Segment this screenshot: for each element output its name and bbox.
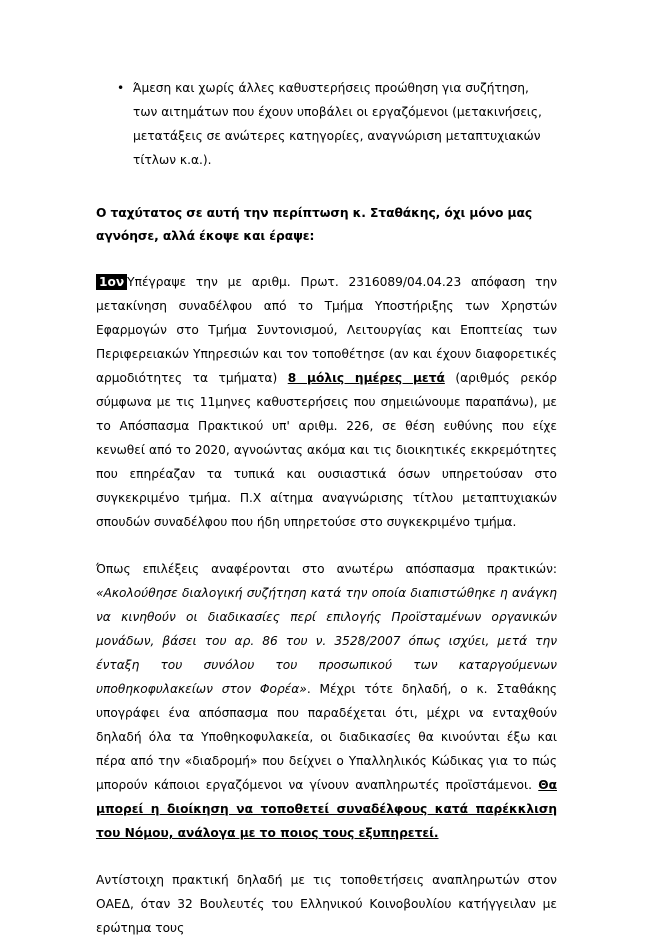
spacer <box>96 248 557 270</box>
paragraph-one-emphasis: 8 μόλις ημέρες μετά <box>287 371 445 385</box>
paragraph-one <box>96 270 557 534</box>
bullet-point-icon: • <box>117 81 125 95</box>
paragraph-three: Αντίστοιχη πρακτική δηλαδή με τις τοποθετήσεις αναπληρωτών στον ΟΑΕΔ, όταν 32 Βουλευτές του Ελληνικού Κοινοβουλίου κατήγγειλαν με ερώτημα τους <box>96 873 557 935</box>
spacer <box>96 845 557 868</box>
list-item <box>96 76 557 172</box>
paragraph-two-emphasis: Θα μπορεί η διοίκηση να τοποθετεί συναδέλφους κατά παρέκκλιση του Νόμου, ανάλογα με το ποιος τους εξυπηρετεί. <box>96 778 557 840</box>
ordinal-marker-badge: 1ον <box>96 274 127 290</box>
paragraph-two-run-2: . Μέχρι τότε δηλαδή, ο κ. Σταθάκης υπογράφει ένα απόσπασμα που παραδέχεται ότι, μέχρι να ενταχθούν δηλαδή όλα τα Υποθηκοφυλακεία, οι διαδικασίες θα κινούνται έξω και πέρα από την «διαδρομή» που δείχνει ο Υπαλληλικός Κώδικας για το πώς μπορούν κάποιοι εργαζόμενοι να γίνουν αναπληρωτές προϊστάμενοι. <box>96 682 557 792</box>
spacer <box>96 172 557 202</box>
paragraph-two-quotation: «Ακολούθησε διαλογική συζήτηση κατά την οποία διαπιστώθηκε η ανάγκη να κινηθούν οι διαδικασίες περί επιλογής Προϊσταμένων οργανικών μονάδων, βάσει του αρ. 86 του ν. 3528/2007 όπως ισχύει, μετά την ένταξη του συνόλου του προσωπικού των καταργούμενων υποθηκοφυλακείων στον Φορέα» <box>96 586 557 696</box>
document-body <box>96 76 557 940</box>
spacer <box>96 534 557 557</box>
paragraph-two <box>96 557 557 845</box>
paragraph-one-run-1: Υπέγραψε την με αριθμ. Πρωτ. 2316089/04.04.23 απόφαση την μετακίνηση συναδέλφου από το Τμήμα Υποστήριξης των Χρηστών Εφαρμογών στο Τμήμα Συντονισμού, Λειτουργίας και Εποπτείας των Περιφερειακών Υπηρεσιών και τον τοποθέτησε (αν και έχουν διαφορετικές αρμοδιότητες τα τμήματα) <box>96 275 557 385</box>
section-heading: Ο ταχύτατος σε αυτή την περίπτωση κ. Σταθάκης, όχι μόνο μας αγνόησε, αλλά έκοψε και έραψε: <box>96 206 533 243</box>
bullet-list <box>96 76 557 172</box>
paragraph-two-run-1: Όπως επιλέξεις αναφέρονται στο ανωτέρω απόσπασμα πρακτικών: <box>96 562 557 576</box>
list-item-text: Άμεση και χωρίς άλλες καθυστερήσεις προώθηση για συζήτηση, των αιτημάτων που έχουν υποβάλει οι εργαζόμενοι (μετακινήσεις, μετατάξεις σε ανώτερες κατηγορίες, αναγνώριση μεταπτυχιακών τίτλων κ.α.). <box>133 81 542 167</box>
paragraph-one-run-2: (αριθμός ρεκόρ σύμφωνα με τις 11μηνες καθυστερήσεις που σημειώνουμε παραπάνω), με το Απόσπασμα Πρακτικού υπ' αριθμ. 226, σε θέση ευθύνης που είχε κενωθεί από το 2020, αγνοώντας ακόμα και τις διοικητικές εκκρεμότητες που επηρέαζαν τα τυπικά και ουσιαστικά όσων υπηρετούσαν στο συγκεκριμένο τμήμα. Π.Χ αίτημα αναγνώρισης τίτλου μεταπτυχιακών σπουδών συναδέλφου που ήδη υπηρετούσε στο συγκεκριμένο τμήμα. <box>96 371 557 529</box>
